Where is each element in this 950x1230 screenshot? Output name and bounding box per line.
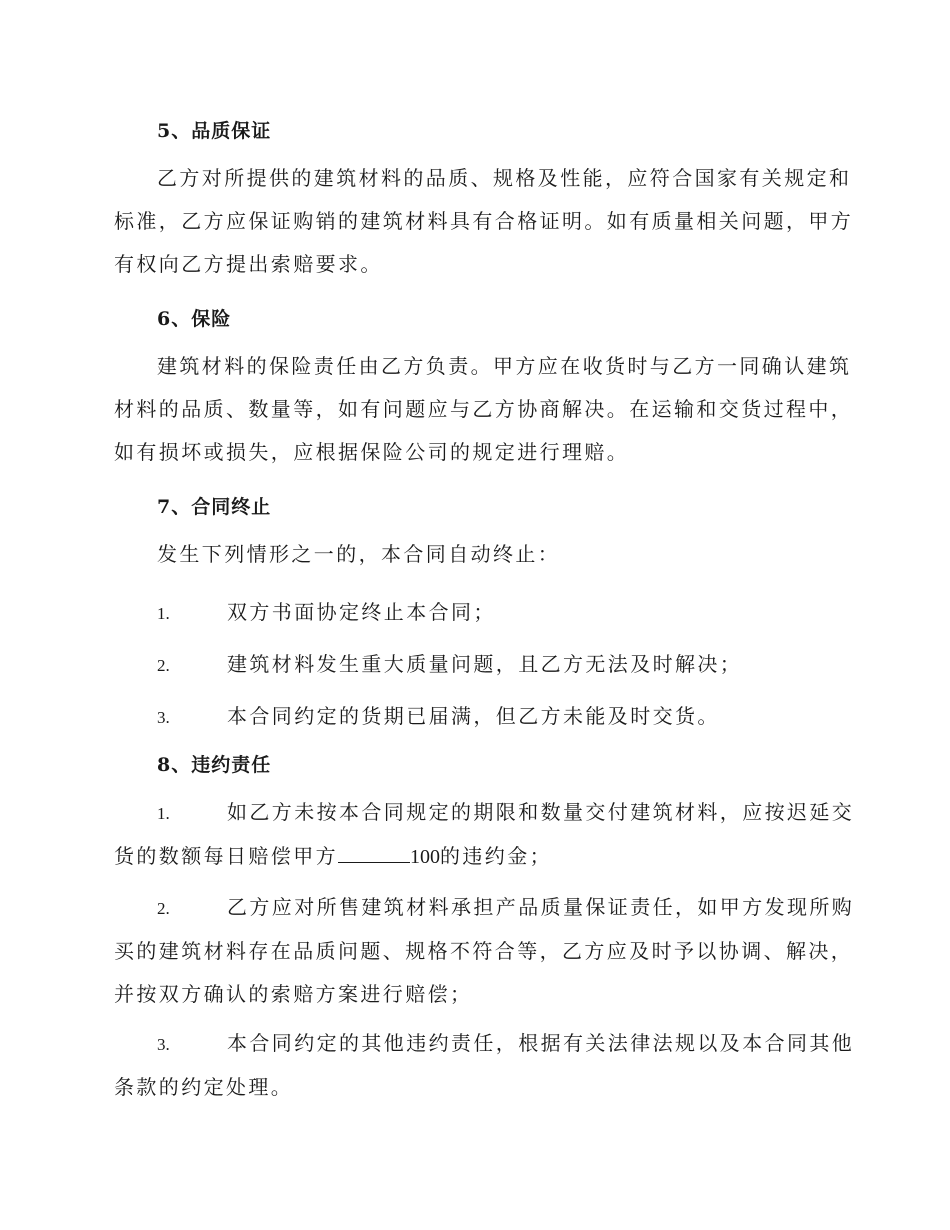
list-number: 1. — [157, 804, 170, 823]
paragraph-line: 材料的品质、数量等，如有问题应与乙方协商解决。在运输和交货过程中， — [114, 397, 854, 421]
paragraph-line: 条款的约定处理。 — [114, 1075, 294, 1099]
paragraph-line — [114, 835, 830, 879]
section-body-insurance — [114, 345, 854, 474]
list-text: 乙方应对所售建筑材料承担产品质量保证责任，如甲方发现所购 — [227, 895, 855, 919]
list-number: 2. — [157, 899, 170, 918]
list-number: 3. — [157, 708, 170, 727]
list-item — [157, 700, 720, 729]
list-item — [157, 596, 496, 625]
paragraph-line — [114, 791, 855, 835]
paragraph-line: 发生下列情形之一的，本合同自动终止： — [157, 542, 561, 566]
paragraph-line — [114, 1022, 855, 1066]
list-number: 1. — [157, 604, 170, 623]
list-item — [157, 648, 742, 677]
paragraph-line: 乙方对所提供的建筑材料的品质、规格及性能，应符合国家有关规定和 — [157, 166, 852, 190]
paragraph-line: 有权向乙方提出索赔要求。 — [114, 252, 383, 276]
list-number: 3. — [157, 1035, 170, 1054]
list-text: 建筑材料发生重大质量问题，且乙方无法及时解决； — [227, 652, 743, 676]
liability-item-1 — [114, 791, 855, 879]
list-text: 如乙方未按本合同规定的期限和数量交付建筑材料，应按迟延交 — [227, 800, 855, 824]
list-text: 货的数额每日赔偿甲方 — [114, 844, 338, 868]
paragraph-line — [114, 886, 855, 930]
list-number: 2. — [157, 656, 170, 675]
list-text: 本合同约定的其他违约责任，根据有关法律法规以及本合同其他 — [227, 1031, 855, 1055]
section-heading-quality: 5、品质保证 — [157, 120, 272, 142]
list-text: 双方书面协定终止本合同； — [227, 600, 496, 624]
liability-item-2 — [114, 886, 855, 1016]
section-heading-termination: 7、合同终止 — [157, 496, 272, 518]
paragraph-line: 标准，乙方应保证购销的建筑材料具有合格证明。如有质量相关问题，甲方 — [114, 209, 854, 233]
section-intro-termination — [114, 533, 830, 576]
list-text: 的违约金； — [440, 844, 552, 868]
blank-underline — [338, 844, 410, 863]
section-body-quality — [114, 157, 854, 286]
list-text: 本合同约定的货期已届满，但乙方未能及时交货。 — [227, 704, 720, 728]
paragraph-line: 如有损坏或损失，应根据保险公司的规定进行理赔。 — [114, 440, 630, 464]
paragraph-line: 买的建筑材料存在品质问题、规格不符合等，乙方应及时予以协调、解决， — [114, 939, 854, 963]
liability-item-3 — [114, 1022, 855, 1109]
section-heading-insurance: 6、保险 — [157, 308, 232, 330]
section-heading-liability: 8、违约责任 — [157, 754, 272, 776]
paragraph-line: 并按双方确认的索赔方案进行赔偿； — [114, 982, 473, 1006]
penalty-amount: 100 — [410, 846, 440, 868]
paragraph-line: 建筑材料的保险责任由乙方负责。甲方应在收货时与乙方一同确认建筑 — [157, 354, 852, 378]
